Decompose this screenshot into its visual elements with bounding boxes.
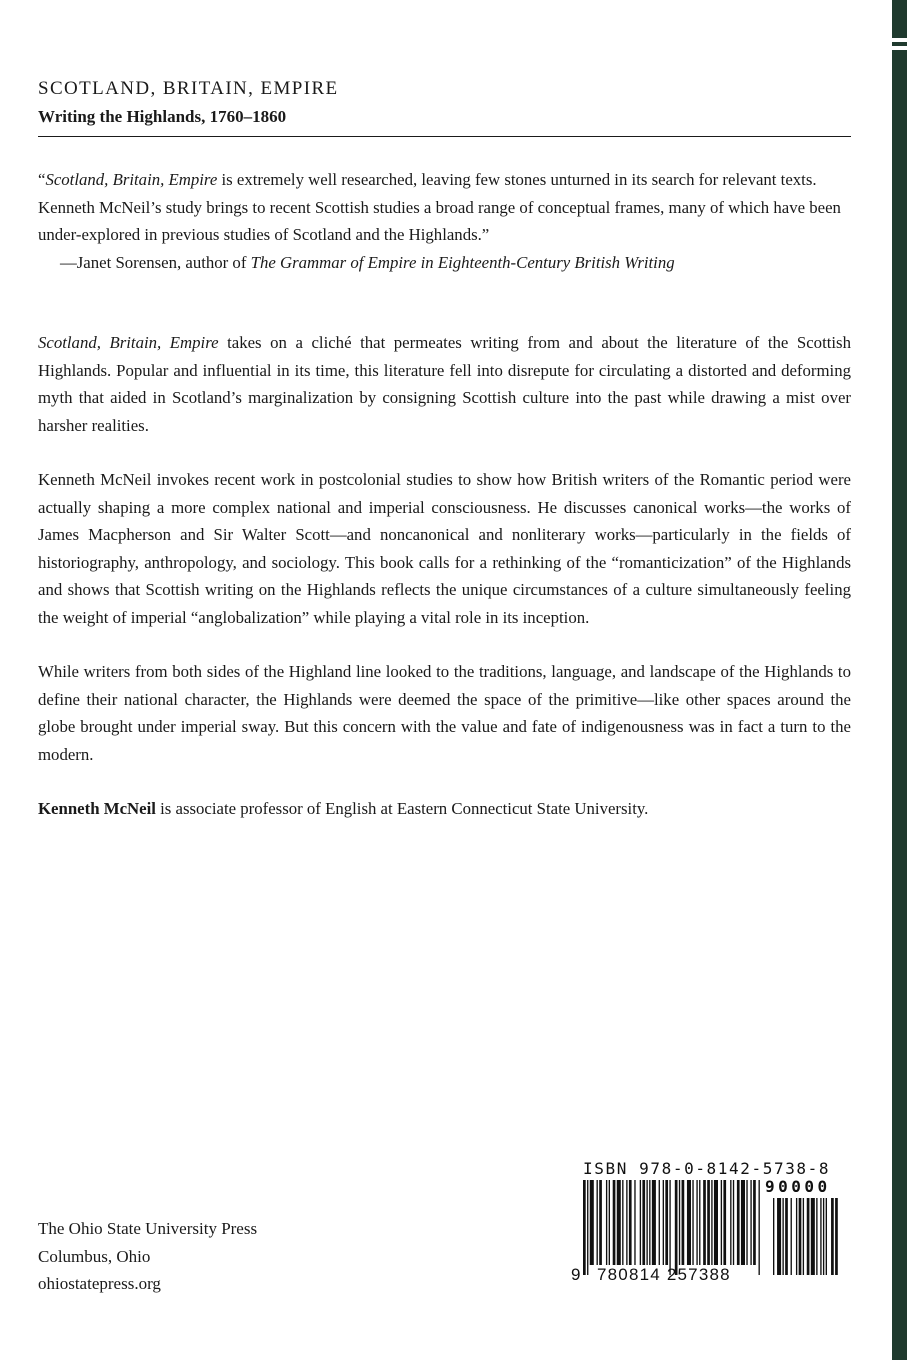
barcode-bar [721,1180,722,1265]
barcode-addon-bar [777,1198,781,1275]
description-paragraph: Kenneth McNeil invokes recent work in postcolonial studies to show how British writers of the Romantic period were actually shaping a more complex national and imperial consciousness. He discusses canonical works—the works of James Macpherson and Sir Walter Scott—and noncanonical and nonliterary works—particularly in the fields of historiography, anthropology, and sociology. This book calls for a rethinking of the “romanticization” of the Highlands and shows that Scottish writing on the Highlands reflects the unique circumstances of a culture simultaneously feeling the weight of imperial “anglobalization” while playing a vital role in its inception. [38,470,851,627]
barcode-bar [707,1180,710,1265]
barcode-bar [692,1180,693,1265]
barcode-bar [663,1180,664,1265]
barcode-bar [665,1180,668,1265]
barcode-bar [687,1180,691,1265]
barcode-addon-bar [773,1198,774,1275]
barcode-bar [652,1180,656,1265]
book-subtitle: Writing the Highlands, 1760–1860 [38,107,287,126]
barcode-bar [597,1180,598,1265]
barcode-bar [587,1180,588,1275]
header-rule [38,136,851,137]
barcode-bar [646,1180,647,1265]
barcode-bar [640,1180,641,1265]
barcode-bar [737,1180,740,1265]
barcode-addon-bar [782,1198,783,1275]
barcode-addon-number: 90000 [765,1177,831,1196]
barcode-bar [714,1180,718,1265]
barcode-bar [733,1180,734,1265]
quote-text: is extremely well researched, leaving few stones unturned in its search for relevant texts. Kenneth McNeil’s study brings to recent Scottish studies a broad range of conceptual frames, many of which have been under-explored in previous studies of Scotland and the Highlands.” [38,170,841,244]
publisher-location: Columbus, Ohio [38,1246,151,1266]
barcode-addon-bar [811,1198,815,1275]
author-name: Kenneth McNeil [38,799,156,818]
barcode-addon-bar [820,1198,821,1275]
author-bio-text: is associate professor of English at Eastern Connecticut State University. [155,799,649,818]
barcode-addon-bar [807,1198,810,1275]
spine-mark [892,46,907,50]
attribution-prefix: —Janet Sorensen, author of [60,252,251,272]
barcode-bar [617,1180,621,1265]
barcode-bar [642,1180,645,1265]
book-title: SCOTLAND, BRITAIN, EMPIRE [38,78,339,99]
publisher-name: The Ohio State University Press [38,1219,258,1238]
barcode-addon-bar [785,1198,788,1275]
barcode-bar [649,1180,650,1265]
barcode-bar [699,1180,700,1265]
barcode-bar [711,1180,712,1265]
barcode-bar [703,1180,706,1265]
description-text: takes on a cliché that permeates writing from and about the literature of the Scottish Highlands. Popular and influential in its time, this literature fell into disrepute for circulating a distorted and deforming myth that aided in Scotland’s marginalization by consigning Scottish culture into the past while drawing a mist over harsher realities. [38,333,851,435]
barcode-bar [626,1180,627,1265]
barcode-bar [609,1180,610,1265]
barcode-bar [599,1180,602,1265]
barcode-bar [629,1180,632,1265]
review-quote [38,166,851,249]
spine-strip [892,0,907,1360]
barcode-digit-groups: 780814 257388 [597,1265,731,1284]
barcode-bar [750,1180,751,1265]
barcode-bar [759,1180,760,1275]
barcode-bar [746,1180,747,1265]
barcode-bar [723,1180,726,1265]
barcode-bar [659,1180,660,1265]
barcode-bar [741,1180,745,1265]
barcode-addon-bar [799,1198,802,1275]
barcode-bar [590,1180,594,1265]
barcode-bar [679,1180,680,1265]
barcode-addon-bar [835,1198,838,1275]
description-book-title: Scotland, Britain, Empire [38,333,219,352]
barcode-bar [730,1180,731,1265]
author-bio [38,795,851,823]
barcode-bar [753,1180,756,1265]
barcode-addon-bar [796,1198,797,1275]
barcode-bar [682,1180,685,1265]
barcode-bars [583,1180,839,1275]
barcode-bar [675,1180,678,1275]
barcode-bar [606,1180,607,1265]
barcode-addon-bar [831,1198,834,1275]
barcode-addon-bar [816,1198,817,1275]
publisher-info [38,1215,257,1298]
publisher-website: ohiostatepress.org [38,1274,161,1293]
barcode-bar [696,1180,697,1265]
barcode-first-digit: 9 [571,1265,581,1284]
barcode-addon-bar [826,1198,827,1275]
description-paragraph: While writers from both sides of the Highland line looked to the traditions, language, and landscape of the Highlands to define their national character, the Highlands were deemed the space of the primitive—like other spaces around the globe brought under imperial sway. But this concern with the value and fate of indigenousness was in fact a turn to the modern. [38,662,851,764]
isbn-barcode [567,1155,839,1360]
barcode-addon-bar [823,1198,824,1275]
quote-attribution [38,249,851,277]
quote-open-mark: “ [38,170,46,189]
back-cover-text [38,166,851,823]
isbn-label: ISBN 978-0-8142-5738-8 [583,1159,831,1178]
barcode-addon-bar [803,1198,804,1275]
quote-book-title: Scotland, Britain, Empire [45,170,218,189]
barcode-bar [634,1180,635,1265]
description-paragraph [38,329,851,439]
barcode-addon-bar [791,1198,792,1275]
attribution-book: The Grammar of Empire in Eighteenth-Century British Writing [250,252,675,272]
book-header [38,78,851,128]
barcode-bar [583,1180,586,1275]
barcode-bar [669,1180,670,1275]
spine-mark [892,38,907,42]
barcode-bar [613,1180,616,1265]
barcode-bar [622,1180,623,1265]
